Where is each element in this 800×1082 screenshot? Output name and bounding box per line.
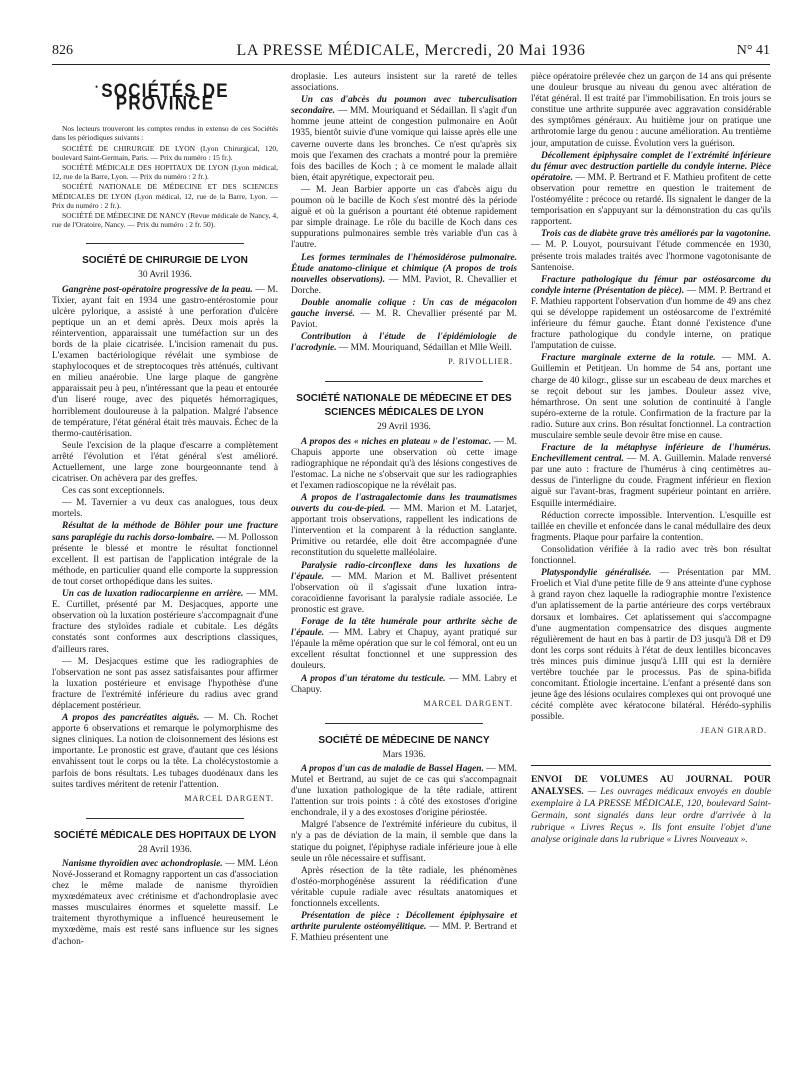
article-paragraph bbox=[531, 353, 771, 442]
article-title: Fracture de la métaphyse inférieure de l'humérus. Enchevillement central. bbox=[531, 443, 771, 465]
article-title: Forage de la tête humérale pour arthrite sèche de l'épaule. bbox=[291, 617, 517, 639]
article-text: — MM. E. Curtillet, présenté par M. Desjacques, apporte une observation où la luxation postérieure s'accompagnait d'une fracture des styloïdes radiale et cubitale. Les dégâts constatés sont conformes aux descriptions classiques, d'ailleurs rares. bbox=[52, 589, 278, 655]
notice-title: ENVOI DE VOLUMES AU JOURNAL POUR ANALYSES. bbox=[531, 773, 771, 797]
article-text: — MM. Marion et M. Ballivet présentent l'observation où il s'agissait d'une luxation intra-coracoïdienne favorisant la paralysie radiale associée. Le pronostic est grave. bbox=[291, 571, 517, 615]
article-text: — M. P. Louyot, poursuivant l'étude commencée en 1930, présente trois malades traités avec l'hormone vagotonisante de Santenoise. bbox=[531, 240, 771, 273]
article-title: A propos d'un cas de maladie de Bassel Hagen. bbox=[301, 763, 484, 774]
section-divider bbox=[325, 381, 483, 382]
article-paragraph bbox=[52, 859, 278, 948]
section-divider bbox=[86, 818, 244, 819]
session-date: 30 Avril 1936. bbox=[138, 270, 192, 281]
article-paragraph bbox=[52, 713, 278, 791]
article-title: Fracture pathologique du fémur par ostéosarcome du condyle interne (Présentation de pièce). bbox=[531, 274, 771, 296]
article-paragraph bbox=[531, 275, 771, 353]
article-text: — M. Ch. Rochet apporte 6 observations et remarque le polymorphisme des signes cliniques. La notion de cloisonnement des lésions est importante. Le pronostic est grave, d'autant que ces lésions envahissent tout le corps ou la tête. La cholécystostomie a parfois de bons résultats. Les tubages duodénaux dans les suites tardives méritent de retenir l'attention. bbox=[52, 713, 278, 790]
article-text: — MM. P. Bertrand et F. Mathieu présentent une bbox=[291, 922, 517, 944]
article-paragraph bbox=[531, 229, 771, 273]
article-text: — MM. Marion et M. Latarjet, apportant trois observations, rappellent les indications de l'intervention et la comparent à la réduction sanglante. Primitive ou retardée, elle doit être accompagnée d'une reconstitution du squelette malléolaire. bbox=[291, 504, 517, 559]
article-title: Double anomalie colique : Un cas de mégacolon gauche inversé. bbox=[291, 297, 517, 319]
author-signature: MARCEL DARGENT. bbox=[184, 793, 274, 803]
article-title: A propos des « niches en plateau » de l'estomac. bbox=[301, 436, 492, 447]
article-text: — M. R. Chevallier présenté par M. Paviot. bbox=[291, 308, 517, 331]
article-title: A propos de l'astragalectomie dans les traumatismes ouverts du cou-de-pied. bbox=[291, 493, 517, 515]
article-text: — MM. Léon Nové-Josserand et Romagny rapportent un cas d'association chez le même malade de nanisme thyroïdien myxœdémateux avec crétinisme et d'achondroplasie avec masses musculaires énormes et squelette massif. Le traitement thyrothymique a influencé heureusement le myxœdème, mais est resté sans influence sur les signes d'achon- bbox=[52, 858, 278, 947]
article-title: Un cas d'abcès du poumon avec tuberculisation secondaire. bbox=[291, 95, 517, 117]
article-paragraph bbox=[291, 674, 517, 696]
article-title: Gangrène post-opératoire progressive de la peau. bbox=[62, 284, 253, 295]
article-paragraph: Consolidation vérifiée à la radio avec très bon résultat fonctionnel. bbox=[531, 544, 771, 567]
article-title: Fracture marginale externe de la rotule. bbox=[541, 353, 716, 364]
article-text: — MM. Labry et Chapuy. bbox=[291, 673, 518, 695]
article-title: Paralysie radio-circonflexe dans les luxations de l'épaule. bbox=[291, 560, 517, 582]
article-paragraph bbox=[531, 443, 771, 510]
session-date: Mars 1936. bbox=[382, 749, 426, 760]
article-paragraph bbox=[291, 617, 517, 672]
article-paragraph: pièce opératoire prélevée chez un garçon de 14 ans qui présente une douleur brusque au niveau du genou avec altération de l'état général. Il est traité par l'immobilisation. En trois jours se constitue une arthrite suppurée avec aggravation considérable des symptômes généraux. Au huitième jour on pratique une arthrotomie large du genou : aucune amélioration. Au trentième jour, amputation de cuisse. Évolution vers la guérison. bbox=[531, 72, 771, 149]
bullet-mark: • bbox=[95, 82, 99, 92]
article-paragraph: droplasie. Les auteurs insistent sur la rareté de telles associations. bbox=[291, 72, 517, 94]
article-paragraph bbox=[52, 589, 278, 656]
article-title: Platyspondylie généralisée. bbox=[541, 568, 652, 579]
article-paragraph: — M. Tavernier a vu deux cas analogues, tous deux mortels. bbox=[52, 498, 278, 520]
article-title: Présentation de pièce : Décollement épiphysaire et arthrite purulente ostéomyélitique. bbox=[291, 911, 517, 933]
society-title: SOCIÉTÉ DE CHIRURGIE DE LYON bbox=[82, 255, 248, 267]
notice-text: — Les ouvrages médicaux envoyés en double exemplaire à LA PRESSE MÉDICALE, 120, boulevard Saint-Germain, sont signalés dans leur ordre d'arrivée à la rubrique « Livres Reçus ». Ils font ensuite l'objet d'une analyse originale dans la rubrique « Livres Nouveaux ». bbox=[531, 785, 771, 845]
column-2 bbox=[291, 72, 517, 945]
article-paragraph bbox=[291, 561, 517, 616]
article-text: — M. A. Guillemin. Malade renversé par une auto : fracture de l'humérus à cinq centimètres au-dessus de l'interligne du coude. Fragment inférieur en flexion aiguë sur l'avant-bras, fragment supérieur pointant en arrière. Esquille intermédiaire. bbox=[531, 454, 772, 509]
article-text: — MM. P. Bertrand et F. Mathieu rapportent l'observation d'un homme de 49 ans chez qui se développe rapidement un ostéosarcome de l'extrémité inférieure du fémur gauche. Étant donné l'existence d'une fracture pathologique du condyle interne, on pratique l'amputation de cuisse. bbox=[531, 285, 771, 352]
article-paragraph bbox=[531, 568, 771, 723]
main-title: SOCIÉTÉS DE PROVINCE bbox=[101, 79, 229, 115]
article-text: — MM. A. Guillemin et Petitjean. Un homme de 54 ans, portant une charge de 40 kilogr., glisse sur un escabeau de deux marches et se reçoit debout sur les jambes. Douleur assez vive, hémarthrose. On sent une solution de continuité à l'angle supéro-externe de la rotule. Confirmation de la fracture par la radio. Suture aux crins. Bon résultat fonctionnel. La contraction musculaire semble seule devoir être mise en cause. bbox=[531, 353, 771, 441]
article-text: — M. Pollosson présente le blessé et montre le résultat fonctionnel excellent. Il est partisan de l'application intégrale de la méthode, en particulier quand elle comporte la suppression de tout corset orthopédique dans les suites. bbox=[52, 532, 278, 587]
issue-number: N° 41 bbox=[736, 43, 770, 58]
society-title: SOCIÉTÉ NATIONALE DE MÉDECINE ET DES SCIENCES MÉDICALES DE LYON bbox=[296, 393, 512, 419]
article-paragraph bbox=[291, 95, 517, 184]
article-paragraph bbox=[52, 285, 278, 440]
article-text: — MM. Labry et Chapuy, ayant pratiqué sur l'épaule la même opération que sur le col fémoral, ont eu un excellent résultat fonctionnel et une suppression des douleurs. bbox=[291, 628, 517, 672]
article-text: — MM. Mouriquand, Sédaillan et Mlle Weill. bbox=[336, 343, 512, 354]
session-date: 29 Avril 1936. bbox=[377, 422, 431, 433]
article-paragraph: Ces cas sont exceptionnels. bbox=[62, 486, 165, 497]
article-title: Décollement épiphysaire complet de l'extrémité inférieure du fémur avec destruction partielle du condyle interne. Pièce opératoire. bbox=[531, 150, 771, 183]
author-signature: JEAN GIRARD. bbox=[700, 726, 767, 736]
article-paragraph bbox=[52, 521, 278, 588]
journal-title: LA PRESSE MÉDICALE, Mercredi, 20 Mai 1936 bbox=[236, 42, 586, 59]
article-text: — M. Chapuis apporte une observation où cette image radiographique ne répondait qu'à des lésions congestives de l'estomac. La niche ne s'observait que sur les radiographies et l'examen radioscopique ne la révélait pas. bbox=[291, 436, 517, 491]
page-number: 826 bbox=[52, 43, 73, 58]
article-paragraph: Seule l'excision de la plaque d'escarre a complètement arrêté l'évolution et l'état général s'est amélioré. Actuellement, une large zone bourgeonnante tend à cicatriser. On achèvera par des greffes. bbox=[52, 440, 278, 485]
article-paragraph: Malgré l'absence de l'extrémité inférieure du cubitus, il n'y a pas de déviation de la main, il semble que dans la statique du poignet, l'épiphyse radiale inférieure joue à elle seule un rôle nécessaire et suffisant. bbox=[291, 820, 517, 864]
article-paragraph: — M. Jean Barbier apporte un cas d'abcès aigu du poumon où le bacille de Koch s'est montré dès la période aiguë et où la guérison a pourtant été obtenue rapidement par simple drainage. Le rôle du bacille de Koch dans ces suppurations pulmonaires semble très variable d'un cas à l'autre. bbox=[291, 184, 517, 251]
intro-text: Nos lecteurs trouveront les comptes rendus in extenso de ces Sociétés dans les périodiques suivants : bbox=[52, 124, 278, 143]
article-paragraph bbox=[291, 332, 517, 354]
intro-item: SOCIÉTÉ NATIONALE DE MÉDECINE ET DES SCIENCES MÉDICALES DE LYON (Lyon médical, 12, rue de la Barre, Lyon. — Prix du numéro : 2 fr.). bbox=[52, 182, 278, 210]
article-title: Résultat de la méthode de Böhler pour une fracture sans paraplégie du rachis dorso-lombaire. bbox=[52, 521, 278, 543]
column-1 bbox=[52, 72, 278, 949]
article-text: — MM. Paviot, R. Chevallier et Dorche. bbox=[291, 274, 517, 296]
article-title: Les formes terminales de l'hémosidérose pulmonaire. Étude anatomo-clinique et chimique (A propos de trois nouvelles observations). bbox=[291, 252, 517, 285]
article-text: — MM. P. Bertrand et F. Mathieu profitent de cette observation pour remettre en question le traitement de l'ostéomyélite : précoce ou retardé. Ils signalent le danger de la temporisation en s'appuyant sur la démonstration du cas qu'ils rapportent. bbox=[531, 172, 771, 228]
article-title: A propos d'un tératome du testicule. bbox=[301, 673, 446, 684]
article-title: Trois cas de diabète grave très améliorés par la vagotonine. bbox=[541, 229, 771, 240]
article-title: Contribution à l'étude de l'épidémiologie de l'acrodynie. bbox=[291, 332, 517, 354]
article-paragraph bbox=[291, 493, 517, 560]
article-title: Un cas de luxation radiocarpienne en arrière. bbox=[62, 589, 244, 600]
article-paragraph bbox=[291, 437, 517, 492]
page-header bbox=[52, 40, 770, 65]
intro-item: SOCIÉTÉ DE CHIRURGIE DE LYON (Lyon Chirurgical, 120, boulevard Saint-Germain, Paris. — Prix du numéro : 15 fr.). bbox=[52, 143, 278, 162]
article-paragraph bbox=[291, 764, 517, 819]
article-text: — MM. Mutel et Bertrand, au sujet de ce cas qui s'accompagnait d'une luxation pathologique de la tête radiale, attirent l'attention sur trois points : à côté des exostoses d'origine enchondrale, il y a des exostoses d'origine périostée. bbox=[291, 763, 518, 819]
article-text: — M. Tixier, ayant fait en 1934 une gastro-entérostomie pour ulcère pylorique, a assisté à une perforation d'ulcère peptique un an et demi après. Deux mois après la réintervention, apparaissait une tuméfaction sur un des bords de la plaie cicatrisée. L'incision ramenait du pus. L'examen bactériologique révélait une symbiose de staphylocoques et de streptocoques très atténués, cultivant en milieu anaérobie. Une large plaque de gangrène apparaissait peu à peu, n'intéressant que la peau et entourée d'un liseré rouge, avec des piquetés hémorragiques, horriblement douloureuse à la palpation. Malgré l'absence de température, l'état général était très mauvais. Échec de la thermo-cautérisation. bbox=[52, 284, 278, 439]
article-paragraph bbox=[291, 253, 517, 297]
article-paragraph bbox=[531, 151, 771, 229]
article-title: A propos des pancréatites aiguës. bbox=[62, 713, 200, 724]
article-paragraph: Réduction correcte impossible. Intervention. L'esquille est taillée en cheville et enfoncée dans le canal médullaire des deux fragments. Plaque pour parfaire la contention. bbox=[531, 510, 771, 543]
intro-item: SOCIÉTÉ DE MÉDECINE DE NANCY (Revue médicale de Nancy, 4, rue de l'Oratoire, Nancy. — Prix du numéro : 2 fr. 50). bbox=[52, 211, 278, 230]
section-divider bbox=[86, 243, 244, 244]
article-text: — MM. Mouriquand et Sédaillan. Il s'agit d'un homme jeune atteint de congestion pulmonaire en Août 1935, bientôt suivie d'une vomique qui laisse après elle une caverne ouverte dans les bronches. Ce n'est qu'après six mois que l'examen des crachats a montré pour la première fois des bacilles de Koch ; à ce moment le malade allait bien, était apyrétique, expectorait peu. bbox=[291, 106, 517, 183]
section-divider bbox=[325, 723, 483, 724]
article-paragraph bbox=[291, 911, 517, 944]
column-3 bbox=[531, 72, 771, 846]
session-date: 28 Avril 1936. bbox=[138, 844, 192, 855]
notice-box bbox=[531, 765, 771, 846]
article-paragraph: Après résection de la tête radiale, les phénomènes d'ostéo-morphogénèse assurent la réédification d'une véritable cupule radiale avec résultats anatomiques et fonctionnels excellents. bbox=[291, 865, 517, 909]
article-title: Nanisme thyroïdien avec achondroplasie. bbox=[62, 858, 223, 869]
society-title: SOCIÉTÉ DE MÉDECINE DE NANCY bbox=[318, 734, 490, 746]
society-title: SOCIÉTÉ MÉDICALE DES HOPITAUX DE LYON bbox=[53, 829, 277, 841]
intro-item: SOCIÉTÉ MÉDICALE DES HOPITAUX DE LYON (Lyon médical, 12, rue de la Barre, Lyon. — Prix du numéro : 2 fr.). bbox=[52, 163, 278, 182]
author-signature: MARCEL DARGENT. bbox=[423, 698, 513, 708]
article-paragraph bbox=[291, 298, 517, 331]
article-paragraph: — M. Desjacques estime que les radiographies de l'observation ne sont pas assez satisfaisantes pour affirmer la luxation postérieure et envisage l'hypothèse d'une fracture de l'extrémité inférieure du radius avec grand déplacement postérieur. bbox=[52, 656, 278, 711]
article-text: — Présentation par MM. Froelich et Vial d'une petite fille de 9 ans atteinte d'une cyphose à grand rayon chez laquelle la radiographie montre l'existence d'un aplatissement de la partie antérieure des corps vertébraux dorsaux et lombaires. Cet aplatissement qui s'accompagne d'une augmentation compensatrice des disques augmente régulièrement de haut en bas à partir de D3 jusqu'à D8 et D9 dont les corps sont réduits à l'état de deux lentilles biconcaves très minces puis diminue jusqu'à LIII qui est la dernière vertèbre touchée par le processus. Pas de spina-bifida concomitant. Étiologie incertaine. L'enfant a présenté dans son jeune âge des lésions oculaires complexes qui ont provoqué une cécité complète avec kératocone bilatéral. Hérédo-syphilis possible. bbox=[531, 568, 771, 723]
author-signature: P. RIVOLLIER. bbox=[448, 357, 513, 367]
